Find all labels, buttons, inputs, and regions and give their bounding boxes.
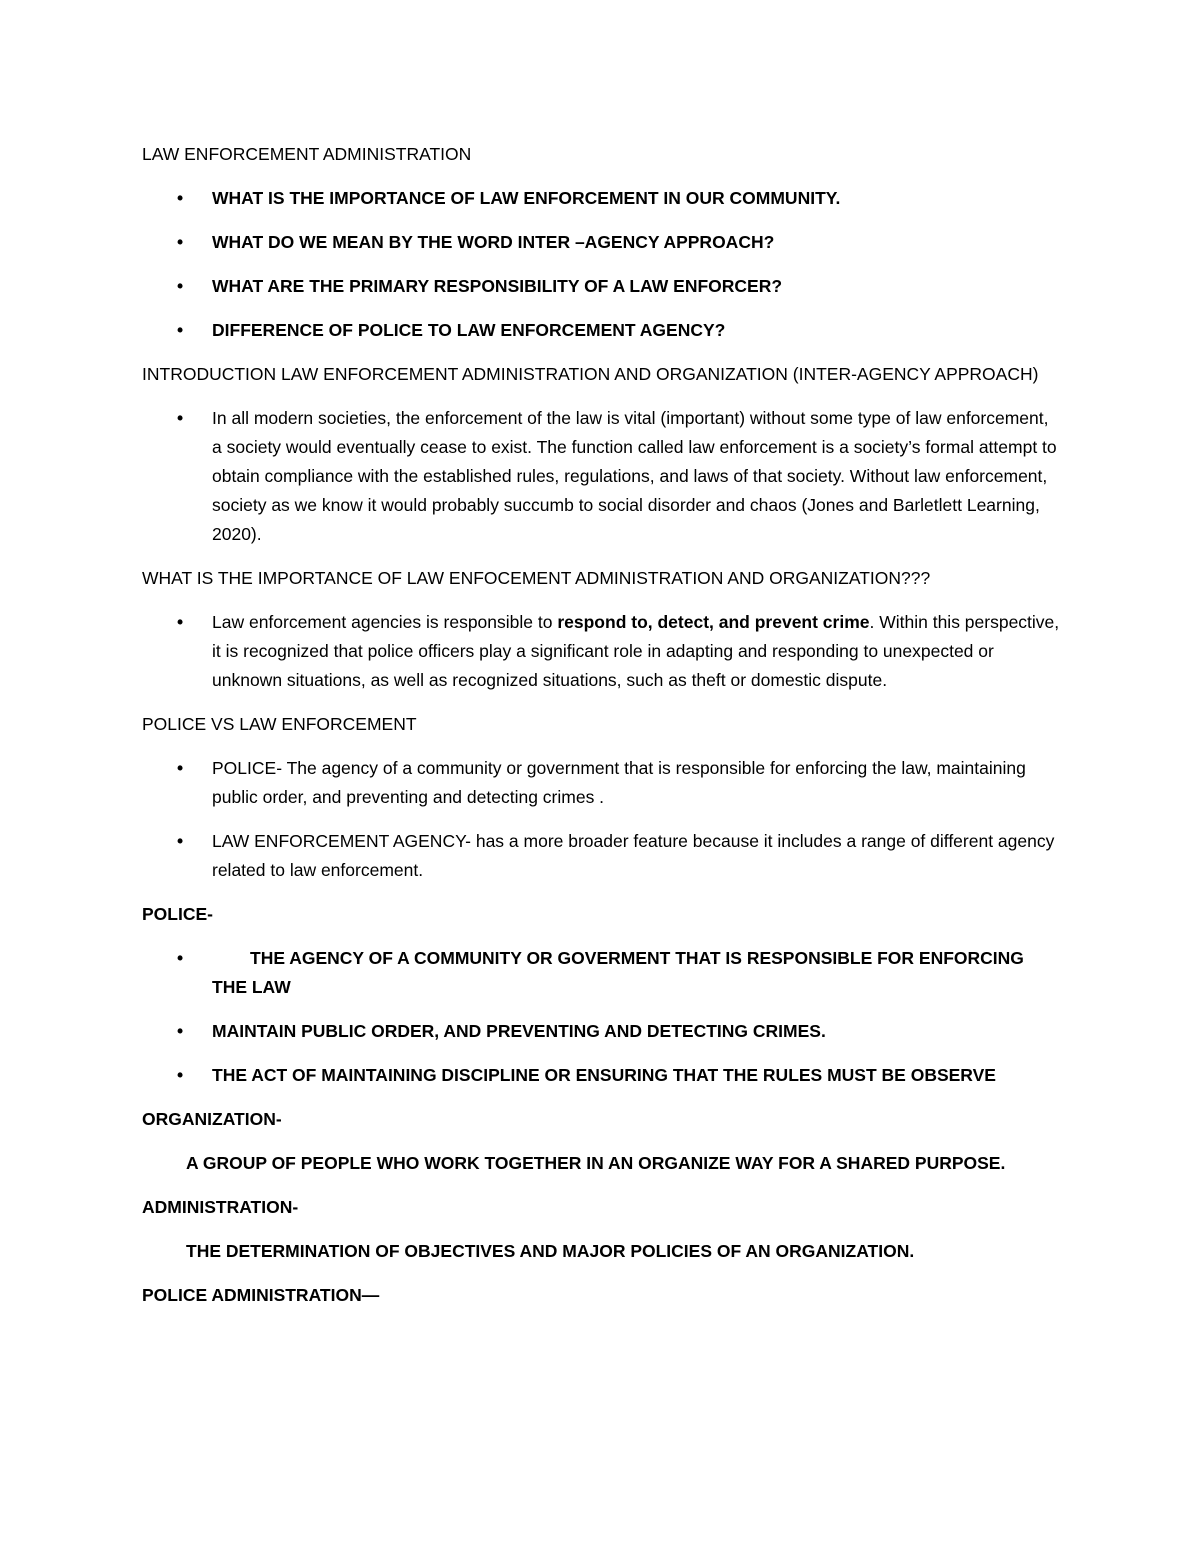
list-item: [142, 316, 1060, 345]
police-point: MAINTAIN PUBLIC ORDER, AND PREVENTING AND DETECTING CRIMES.: [212, 1021, 826, 1041]
bullet-icon: •: [177, 948, 184, 968]
police-definition: POLICE- The agency of a community or government that is responsible for enforcing the law, maintaining public order, and preventing and detecting crimes .: [212, 758, 1026, 807]
bullet-icon: •: [177, 758, 184, 778]
bullet-icon: •: [177, 408, 184, 428]
question-text: WHAT ARE THE PRIMARY RESPONSIBILITY OF A LAW ENFORCER?: [212, 276, 783, 296]
police-administration-heading: POLICE ADMINISTRATION—: [142, 1285, 380, 1305]
police-list: [142, 944, 1060, 1090]
police-vs-heading: POLICE VS LAW ENFORCEMENT: [142, 714, 417, 734]
list-item: [142, 827, 1060, 885]
list-item: [142, 608, 1060, 695]
list-item: [142, 1061, 1060, 1090]
list-item: [142, 272, 1060, 301]
bullet-icon: •: [177, 188, 184, 208]
list-item: [142, 944, 1060, 1002]
bullet-icon: •: [177, 276, 184, 296]
bullet-icon: •: [177, 1021, 184, 1041]
bullet-icon: •: [177, 232, 184, 252]
questions-list: [142, 184, 1060, 345]
intro-paragraph: In all modern societies, the enforcement of the law is vital (important) without some type of law enforcement, a society would eventually cease to exist. The function called law enforcement is a society’s formal attempt to obtain compliance with the established rules, regulations, and laws of that society. Without law enforcement, society as we know it would probably succumb to social disorder and chaos (Jones and Barletlett Learning, 2020).: [212, 408, 1057, 544]
organization-definition: A GROUP OF PEOPLE WHO WORK TOGETHER IN AN ORGANIZE WAY FOR A SHARED PURPOSE.: [186, 1153, 1006, 1173]
bullet-icon: •: [177, 831, 184, 851]
importance-text-before: Law enforcement agencies is responsible to: [212, 612, 558, 632]
question-text: WHAT IS THE IMPORTANCE OF LAW ENFORCEMENT IN OUR COMMUNITY.: [212, 188, 841, 208]
bullet-icon: •: [177, 612, 184, 632]
question-text: DIFFERENCE OF POLICE TO LAW ENFORCEMENT AGENCY?: [212, 320, 726, 340]
importance-heading: WHAT IS THE IMPORTANCE OF LAW ENFOCEMENT ADMINISTRATION AND ORGANIZATION???: [142, 568, 931, 588]
bullet-icon: •: [177, 1065, 184, 1085]
list-item: [142, 228, 1060, 257]
agency-definition: LAW ENFORCEMENT AGENCY- has a more broader feature because it includes a range of different agency related to law enforcement.: [212, 831, 1055, 880]
list-item: [142, 754, 1060, 812]
importance-list: [142, 608, 1060, 695]
question-text: WHAT DO WE MEAN BY THE WORD INTER –AGENCY APPROACH?: [212, 232, 775, 252]
importance-text-bold: respond to, detect, and prevent crime: [557, 612, 870, 632]
list-item: [142, 184, 1060, 213]
police-heading: POLICE-: [142, 904, 213, 924]
police-vs-list: [142, 754, 1060, 885]
importance-text-after: . Within this perspective, it is recognized that police officers play a significant role in adapting and responding to unexpected or unknown situations, as well as recognized situations, such as theft or domestic dispute.: [212, 612, 1060, 690]
police-point: THE AGENCY OF A COMMUNITY OR GOVERMENT THAT IS RESPONSIBLE FOR ENFORCING THE LAW: [212, 948, 1024, 997]
intro-heading: INTRODUCTION LAW ENFORCEMENT ADMINISTRATION AND ORGANIZATION (INTER-AGENCY APPROACH): [142, 364, 1039, 384]
police-point: THE ACT OF MAINTAINING DISCIPLINE OR ENSURING THAT THE RULES MUST BE OBSERVE: [212, 1065, 996, 1085]
list-item: [142, 404, 1060, 549]
list-item: [142, 1017, 1060, 1046]
intro-list: [142, 404, 1060, 549]
administration-heading: ADMINISTRATION-: [142, 1197, 299, 1217]
bullet-icon: •: [177, 320, 184, 340]
administration-definition: THE DETERMINATION OF OBJECTIVES AND MAJOR POLICIES OF AN ORGANIZATION.: [186, 1241, 915, 1261]
organization-heading: ORGANIZATION-: [142, 1109, 282, 1129]
document-title: LAW ENFORCEMENT ADMINISTRATION: [142, 144, 472, 164]
